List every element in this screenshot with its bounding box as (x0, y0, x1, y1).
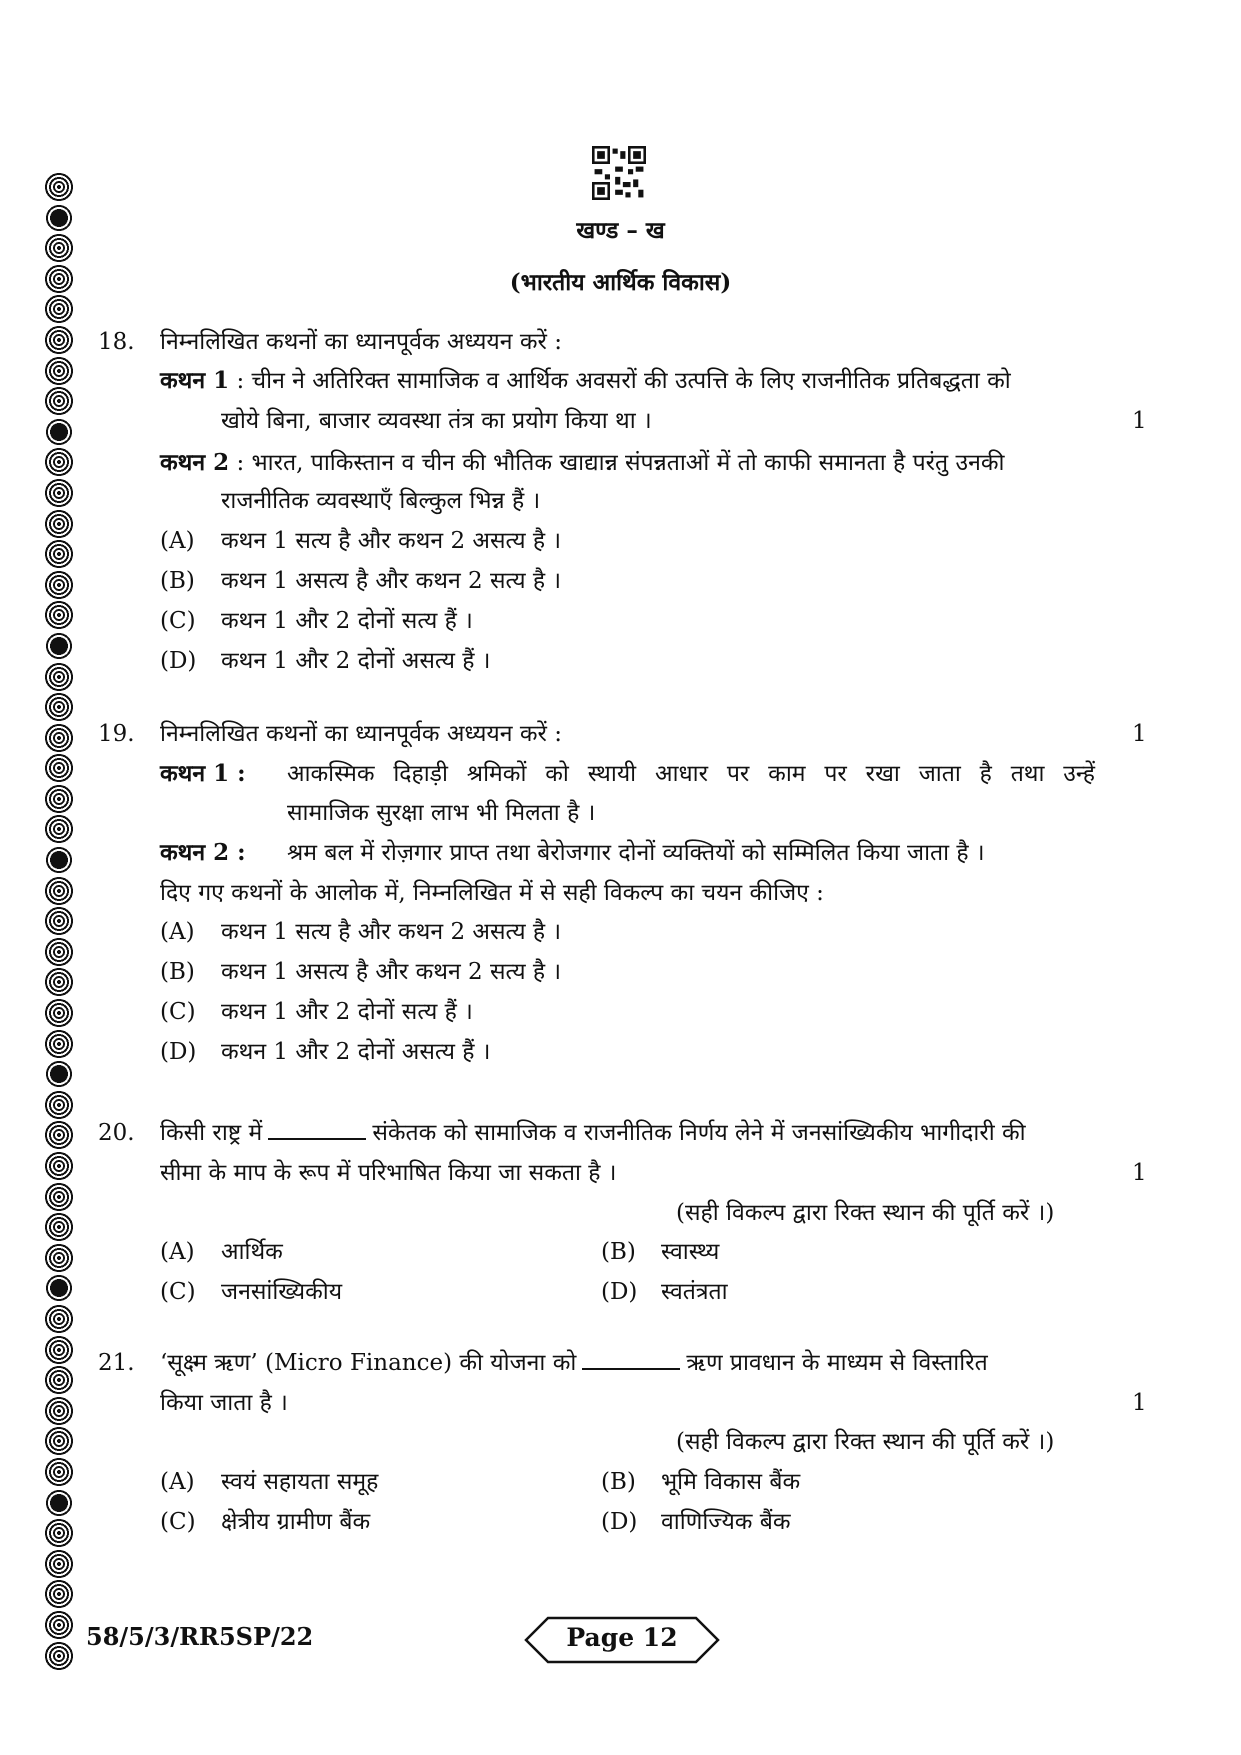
text-after-blank: संकेतक को सामाजिक व राजनीतिक निर्णय लेने में जनसांख्यिकीय भागीदारी की (372, 1120, 1026, 1146)
marks: 1 (1132, 1160, 1147, 1186)
marks: 1 (1132, 721, 1147, 747)
question-line-2: किया जाता है । (160, 1390, 288, 1416)
filled-ring-icon (44, 631, 74, 661)
ring-icon (44, 172, 74, 202)
ring-icon (44, 570, 74, 600)
paper-code: 58/5/3/RR5SP/22 (86, 1622, 314, 1651)
option-a-text: स्वयं सहायता समूह (221, 1469, 379, 1495)
option-a-label: (A) (160, 1239, 195, 1265)
ring-icon (44, 1641, 74, 1671)
statement-1-continued: खोये बिना, बाजार व्यवस्था तंत्र का प्रयोग किया था । (221, 408, 652, 434)
option-d-label: (D) (160, 1039, 197, 1065)
question-line-2: सीमा के माप के रूप में परिभाषित किया जा सकता है । (160, 1160, 617, 1186)
statement-1-text: आकस्मिक दिहाड़ी श्रमिकों को स्थायी आधार पर काम पर रखा जाता है तथा उन्हें (287, 761, 1095, 787)
ring-icon (44, 723, 74, 753)
option-a-label: (A) (160, 528, 195, 554)
option-a-label: (A) (160, 919, 195, 945)
ring-icon (44, 662, 74, 692)
ring-icon (44, 937, 74, 967)
question-stem: निम्नलिखित कथनों का ध्यानपूर्वक अध्ययन करें : (160, 329, 562, 355)
ring-icon (44, 1182, 74, 1212)
statement-2-continued: राजनीतिक व्यवस्थाएँ बिल्कुल भिन्न हैं । (221, 488, 541, 514)
fill-in-blank (582, 1346, 680, 1370)
marks: 1 (1132, 408, 1147, 434)
question-number: 19. (98, 721, 135, 747)
fill-in-blank (268, 1116, 366, 1140)
ring-icon (44, 1396, 74, 1426)
ring-icon (44, 1029, 74, 1059)
hint: (सही विकल्प द्वारा रिक्त स्थान की पूर्ति करें ।) (676, 1200, 1055, 1226)
ring-icon (44, 814, 74, 844)
ring-icon (44, 1304, 74, 1334)
ring-icon (44, 1090, 74, 1120)
option-d-text: कथन 1 और 2 दोनों असत्य हैं । (221, 1039, 491, 1065)
option-b-text: भूमि विकास बैंक (661, 1469, 801, 1495)
option-d-text: कथन 1 और 2 दोनों असत्य हैं । (221, 648, 491, 674)
ring-icon (44, 478, 74, 508)
option-d-text: स्वतंत्रता (661, 1279, 728, 1305)
ring-icon (44, 1457, 74, 1487)
statement-label: कथन 1 (160, 367, 230, 394)
margin-ring-column (44, 172, 78, 1671)
option-b-label: (B) (160, 959, 195, 985)
ring-icon (44, 1335, 74, 1365)
question-number: 18. (98, 329, 135, 355)
question-number: 20. (98, 1120, 135, 1146)
ring-icon (44, 356, 74, 386)
ring-icon (44, 876, 74, 906)
statement-1-label: कथन 1 : (160, 760, 246, 787)
statement-2-label: कथन 2 : (160, 839, 246, 866)
hint: (सही विकल्प द्वारा रिक्त स्थान की पूर्ति करें ।) (676, 1429, 1055, 1455)
question-stem: निम्नलिखित कथनों का ध्यानपूर्वक अध्ययन करें : (160, 721, 562, 747)
option-b-label: (B) (601, 1469, 636, 1495)
option-c-label: (C) (160, 999, 196, 1025)
ring-icon (44, 1151, 74, 1181)
option-d-text: वाणिज्यिक बैंक (661, 1509, 791, 1535)
ring-icon (44, 325, 74, 355)
filled-ring-icon (44, 417, 74, 447)
option-d-label: (D) (160, 648, 197, 674)
statement-2 (160, 446, 1096, 480)
option-c-text: क्षेत्रीय ग्रामीण बैंक (221, 1509, 371, 1535)
option-a-text: आर्थिक (221, 1239, 283, 1265)
statement-text: : चीन ने अतिरिक्त सामाजिक व आर्थिक अवसरों की उत्पत्ति के लिए राजनीतिक प्रतिबद्धता को (236, 368, 1011, 394)
filled-ring-icon (44, 1059, 74, 1089)
option-b-label: (B) (160, 568, 195, 594)
ring-icon (44, 1579, 74, 1609)
ring-icon (44, 447, 74, 477)
text-before-blank: ‘सूक्ष्म ऋण’ (Micro Finance) की योजना को (160, 1350, 577, 1376)
ring-icon (44, 1610, 74, 1640)
section-subtitle: (भारतीय आर्थिक विकास) (509, 269, 732, 296)
option-b-text: कथन 1 असत्य है और कथन 2 सत्य है । (221, 568, 562, 594)
option-b-text: कथन 1 असत्य है और कथन 2 सत्य है । (221, 959, 562, 985)
ring-icon (44, 998, 74, 1028)
page-number: Page 12 (566, 1623, 678, 1652)
ring-icon (44, 906, 74, 936)
question-number: 21. (98, 1350, 135, 1376)
text-before-blank: किसी राष्ट्र में (160, 1120, 263, 1146)
ring-icon (44, 386, 74, 416)
ring-icon (44, 539, 74, 569)
ring-icon (44, 1426, 74, 1456)
option-c-text: कथन 1 और 2 दोनों सत्य हैं । (221, 608, 473, 634)
option-d-label: (D) (601, 1279, 638, 1305)
text-after-blank: ऋण प्रावधान के माध्यम से विस्तारित (686, 1350, 988, 1376)
question-line-1 (160, 1116, 1026, 1150)
ring-icon (44, 784, 74, 814)
ring-icon (44, 753, 74, 783)
filled-ring-icon (44, 1488, 74, 1518)
statement-label: कथन 2 (160, 449, 230, 476)
ring-icon (44, 1243, 74, 1273)
marks: 1 (1132, 1390, 1147, 1416)
ring-icon (44, 692, 74, 722)
option-a-label: (A) (160, 1469, 195, 1495)
option-c-label: (C) (160, 1279, 196, 1305)
statement-1 (160, 364, 1096, 398)
section-title: खण्ड – ख (576, 217, 665, 244)
option-c-label: (C) (160, 608, 196, 634)
ring-icon (44, 1518, 74, 1548)
option-b-label: (B) (601, 1239, 636, 1265)
option-a-text: कथन 1 सत्य है और कथन 2 असत्य है । (221, 528, 562, 554)
question-line-1 (160, 1346, 988, 1380)
instruction: दिए गए कथनों के आलोक में, निम्नलिखित में से सही विकल्प का चयन कीजिए : (160, 880, 824, 906)
ring-icon (44, 967, 74, 997)
ring-icon (44, 1549, 74, 1579)
filled-ring-icon (44, 1273, 74, 1303)
qr-code-icon (592, 146, 646, 200)
filled-ring-icon (44, 845, 74, 875)
page-number-badge (524, 1616, 720, 1664)
option-a-text: कथन 1 सत्य है और कथन 2 असत्य है । (221, 919, 562, 945)
statement-2-text: श्रम बल में रोज़गार प्राप्त तथा बेरोजगार दोनों व्यक्तियों को सम्मिलित किया जाता है । (287, 840, 985, 866)
statement-1-continued: सामाजिक सुरक्षा लाभ भी मिलता है । (287, 800, 596, 826)
option-c-text: कथन 1 और 2 दोनों सत्य हैं । (221, 999, 473, 1025)
option-d-label: (D) (601, 1509, 638, 1535)
ring-icon (44, 1212, 74, 1242)
statement-text: : भारत, पाकिस्तान व चीन की भौतिक खाद्यान्न संपन्नताओं में तो काफी समानता है परंतु उनकी (236, 450, 1005, 476)
ring-icon (44, 1120, 74, 1150)
option-c-label: (C) (160, 1509, 196, 1535)
ring-icon (44, 1365, 74, 1395)
ring-icon (44, 509, 74, 539)
ring-icon (44, 600, 74, 630)
option-b-text: स्वास्थ्य (661, 1239, 720, 1265)
option-c-text: जनसांख्यिकीय (221, 1279, 343, 1305)
